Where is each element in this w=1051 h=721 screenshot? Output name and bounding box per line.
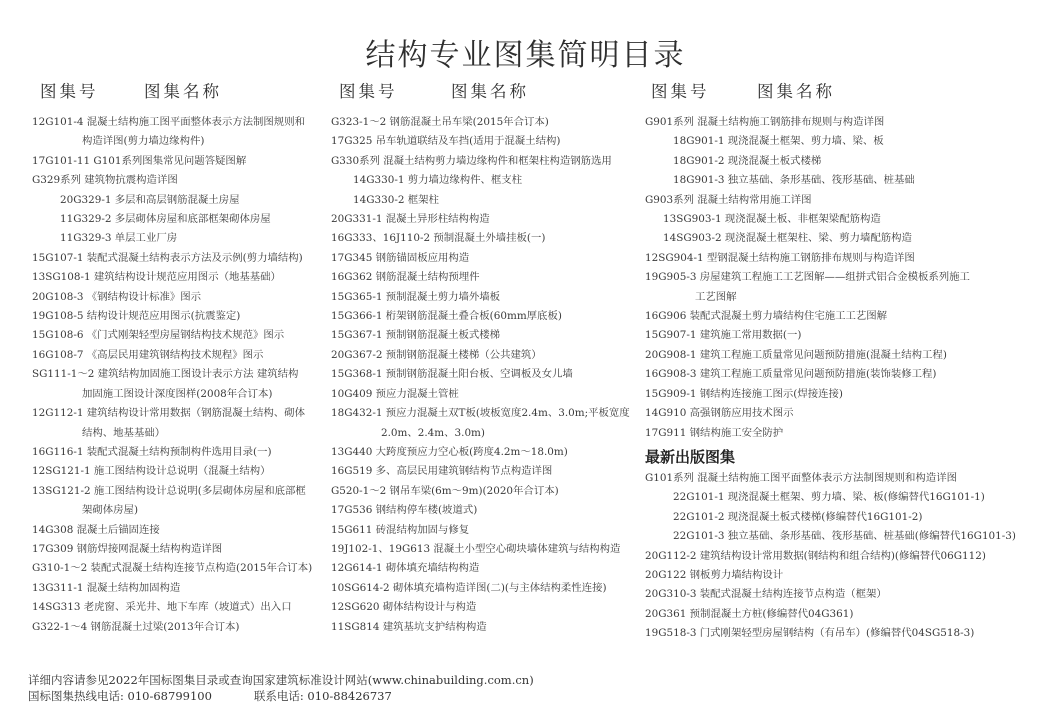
entry-text: 16G333、16J110-2 预制混凝土外墙挂板(一): [331, 232, 546, 245]
entry-text: G329系列 建筑物抗震构造详图: [32, 174, 178, 187]
catalog-entry: [645, 113, 1045, 132]
catalog-entry: [645, 404, 1045, 423]
entry-text: 13G440 大跨度预应力空心板(跨度4.2m～18.0m): [331, 445, 568, 458]
catalog-entry: [331, 288, 641, 307]
catalog-entry: [331, 404, 631, 443]
catalog-entry: [645, 132, 1045, 151]
footer: [28, 672, 534, 704]
catalog-column-2: [331, 78, 641, 637]
catalog-entry: [32, 307, 322, 326]
catalog-entry: [331, 501, 641, 520]
entry-text: 10SG614-2 砌体填充墙构造详图(二)(与主体结构柔性连接): [331, 581, 607, 594]
catalog-entry: [32, 598, 322, 617]
entry-text: G330系列 混凝土结构剪力墙边缘构件和框架柱构造钢筋选用: [331, 154, 612, 167]
catalog-entry: [645, 229, 1045, 248]
entry-continuation: 工艺图解: [695, 290, 737, 303]
catalog-entry: [645, 566, 1045, 585]
catalog-entry: [645, 268, 985, 307]
entry-text: 10G409 预应力混凝土管桩: [331, 387, 459, 400]
footer-phones: [28, 688, 534, 704]
header-code: 图集号: [651, 82, 710, 101]
catalog-entry: [32, 288, 322, 307]
entry-text: 20G329-1 多层和高层钢筋混凝土房屋: [60, 193, 240, 206]
entry-text: G310-1～2 装配式混凝土结构连接节点构造(2015年合订本): [32, 562, 313, 575]
catalog-entry: [32, 618, 322, 637]
catalog-entry: [331, 268, 641, 287]
catalog-entry: [645, 488, 1045, 507]
entry-text: 17G101-11 G101系列图集常见问题答疑图解: [32, 154, 247, 167]
catalog-entry: [331, 385, 641, 404]
catalog-entry: [645, 152, 1045, 171]
catalog-entry: [32, 365, 318, 404]
catalog-entry: [32, 559, 322, 578]
catalog-entry: [32, 346, 322, 365]
catalog-entry: [331, 579, 641, 598]
catalog-entry: [645, 385, 1045, 404]
new-publications-title: 最新出版图集: [645, 447, 736, 466]
catalog-entry: [32, 191, 322, 210]
entry-text: 13G311-1 混凝土结构加固构造: [32, 581, 181, 594]
catalog-entry: [32, 210, 322, 229]
catalog-entry: [645, 210, 1045, 229]
catalog-entry: [32, 462, 322, 481]
catalog-entry: [331, 443, 641, 462]
catalog-entry: [32, 152, 322, 171]
entry-text: 13SG121-2 施工图结构设计总说明(多层砌体房屋和底部框: [32, 484, 306, 497]
catalog-entry: [645, 624, 1045, 643]
column-header: [32, 78, 322, 106]
catalog-entry: [645, 424, 1045, 443]
entry-continuation: 构造详图(剪力墙边缘构件): [82, 135, 205, 148]
catalog-entry: [331, 462, 641, 481]
catalog-entry: [331, 229, 641, 248]
catalog-entry: [331, 346, 641, 365]
entry-text: 12G614-1 砌体填充墙结构构造: [331, 562, 480, 575]
entry-text: 14G910 高强钢筋应用技术图示: [645, 407, 794, 420]
catalog-entry: [32, 482, 318, 521]
catalog-entry: [331, 171, 641, 190]
catalog-entry: [645, 171, 1045, 190]
entry-text: 17G325 吊车轨道联结及车挡(适用于混凝土结构): [331, 135, 561, 148]
catalog-entry: [32, 249, 322, 268]
catalog-entry: [331, 132, 641, 151]
catalog-entry: [645, 307, 1045, 326]
catalog-entry: [32, 113, 318, 152]
entry-text: 19G905-3 房屋建筑工程施工工艺图解——组拼式铝合金模板系列施工: [645, 271, 970, 284]
entry-text: 11SG814 建筑基坑支护结构构造: [331, 620, 487, 633]
entry-text: 15G907-1 建筑施工常用数据(一): [645, 329, 802, 342]
header-name: 图集名称: [144, 82, 222, 101]
catalog-entry: [331, 521, 641, 540]
entry-text: 18G901-3 独立基础、条形基础、筏形基础、桩基础: [673, 174, 915, 187]
footer-contact: 联系电话: 010-88426737: [253, 689, 392, 703]
new-publications-list: [645, 469, 1045, 644]
catalog-entry: [32, 229, 322, 248]
page-title: 结构专业图集简明目录: [365, 38, 686, 73]
entry-text: 18G901-1 现浇混凝土框架、剪力墙、梁、板: [673, 135, 884, 148]
entry-text: 18G432-1 预应力混凝土双T板(坡板宽度2.4m、3.0m;平板宽度: [331, 407, 630, 420]
catalog-entry: [331, 559, 641, 578]
footer-hotline: 国标图集热线电话: 010-68799100: [28, 689, 212, 703]
entry-text: 15G366-1 桁架钢筋混凝土叠合板(60mm厚底板): [331, 310, 562, 323]
entry-text: 15G108-6 《门式刚架轻型房屋钢结构技术规范》图示: [32, 329, 285, 342]
entry-text: 15G611 砖混结构加固与修复: [331, 523, 470, 536]
column-header: [645, 78, 1045, 106]
catalog-column-3: [645, 78, 1045, 644]
catalog-entry: [645, 326, 1045, 345]
entry-text: 20G908-1 建筑工程施工质量常见问题预防措施(混凝土结构工程): [645, 348, 947, 361]
entry-text: 14G330-1 剪力墙边缘构件、框支柱: [353, 174, 523, 187]
entry-text: 16G519 多、高层民用建筑钢结构节点构造详图: [331, 465, 553, 478]
entry-text: 20G331-1 混凝土异形柱结构构造: [331, 213, 490, 226]
entry-text: 20G112-2 建筑结构设计常用数据(钢结构和组合结构)(修编替代06G112): [645, 549, 986, 562]
entry-text: 22G101-2 现浇混凝土板式楼梯(修编替代16G101-2): [673, 510, 923, 523]
entry-text: 14SG903-2 现浇混凝土框架柱、梁、剪力墙配筋构造: [663, 232, 912, 245]
catalog-entry: [331, 249, 641, 268]
catalog-list: [331, 113, 641, 637]
catalog-entry: [645, 249, 1045, 268]
catalog-entry: [331, 482, 641, 501]
catalog-entry: [32, 579, 322, 598]
entry-text: 17G309 钢筋焊接网混凝土结构构造详图: [32, 542, 223, 555]
entry-text: 20G361 预制混凝土方桩(修编替代04G361): [645, 607, 854, 620]
catalog-list: [645, 113, 1045, 443]
entry-text: 11G329-2 多层砌体房屋和底部框架砌体房屋: [60, 213, 271, 226]
entry-text: 16G362 钢筋混凝土结构预埋件: [331, 271, 480, 284]
catalog-entry: [331, 326, 641, 345]
catalog-entry: [32, 268, 322, 287]
catalog-entry: [331, 307, 641, 326]
catalog-entry: [645, 346, 1045, 365]
entry-continuation: 加固施工图设计深度图样(2008年合订本): [82, 387, 273, 400]
entry-text: G323-1～2 钢筋混凝土吊车梁(2015年合订本): [331, 116, 549, 128]
catalog-entry: [645, 527, 1045, 546]
entry-text: 19G518-3 门式刚架轻型房屋钢结构（有吊车）(修编替代04SG518-3): [645, 627, 975, 640]
catalog-column-1: [32, 78, 322, 637]
entry-text: 14G308 混凝土后锚固连接: [32, 523, 160, 536]
entry-text: 16G906 装配式混凝土剪力墙结构住宅施工工艺图解: [645, 310, 888, 323]
entry-text: 15G365-1 预制混凝土剪力墙外墙板: [331, 290, 501, 303]
entry-text: 12SG904-1 型钢混凝土结构施工钢筋排布规则与构造详图: [645, 251, 915, 264]
column-header: [331, 78, 641, 106]
catalog-entry: [32, 540, 322, 559]
entry-text: 20G310-3 装配式混凝土结构连接节点构造（框架）: [645, 588, 887, 601]
header-name: 图集名称: [451, 82, 529, 101]
entry-text: 15G909-1 钢结构连接施工图示(焊接连接): [645, 387, 843, 400]
entry-text: 12SG121-1 施工图结构设计总说明（混凝土结构）: [32, 465, 271, 478]
entry-text: 13SG903-1 现浇混凝土板、非框架梁配筋构造: [663, 213, 881, 226]
entry-text: 16G116-1 装配式混凝土结构预制构件选用目录(一): [32, 445, 272, 458]
catalog-entry: [645, 605, 1045, 624]
entry-text: 14G330-2 框架柱: [353, 193, 439, 206]
entry-text: 17G911 钢结构施工安全防护: [645, 426, 784, 439]
catalog-entry: [331, 365, 641, 384]
catalog-entry: [32, 443, 322, 462]
catalog-entry: [32, 521, 322, 540]
entry-continuation: 架砌体房屋): [82, 504, 139, 517]
entry-text: SG111-1～2 建筑结构加固施工图设计表示方法 建筑结构: [32, 368, 299, 381]
catalog-entry: [645, 191, 1045, 210]
entry-text: 12G101-4 混凝土结构施工图平面整体表示方法制图规则和: [32, 116, 305, 128]
entry-text: 20G122 钢板剪力墙结构设计: [645, 568, 784, 581]
entry-text: 12SG620 砌体结构设计与构造: [331, 601, 477, 614]
entry-text: 15G107-1 装配式混凝土结构表示方法及示例(剪力墙结构): [32, 251, 303, 264]
entry-text: 16G908-3 建筑工程施工质量常见问题预防措施(装饰装修工程): [645, 368, 937, 381]
entry-text: 16G108-7 《高层民用建筑钢结构技术规程》图示: [32, 348, 264, 361]
catalog-entry: [32, 171, 322, 190]
entry-text: 12G112-1 建筑结构设计常用数据（钢筋混凝土结构、砌体: [32, 407, 305, 420]
entry-text: 19G108-5 结构设计规范应用图示(抗震鉴定): [32, 310, 241, 323]
catalog-entry: [645, 585, 1045, 604]
catalog-entry: [32, 326, 322, 345]
entry-text: G101系列 混凝土结构施工图平面整体表示方法制图规则和构造详图: [645, 471, 957, 484]
header-code: 图集号: [339, 82, 398, 101]
entry-text: G901系列 混凝土结构施工钢筋排布规则与构造详图: [645, 116, 885, 128]
entry-text: G903系列 混凝土结构常用施工详图: [645, 193, 812, 206]
entry-text: 13SG108-1 建筑结构设计规范应用图示（地基基础）: [32, 271, 281, 284]
catalog-entry: [331, 152, 641, 171]
catalog-entry: [645, 508, 1045, 527]
catalog-entry: [645, 469, 1045, 488]
entry-text: 17G536 钢结构停车楼(坡道式): [331, 504, 478, 517]
entry-text: G322-1～4 钢筋混凝土过梁(2013年合订本): [32, 620, 240, 633]
footer-website-note: 详细内容请参见2022年国标图集目录或查询国家建筑标准设计网站(www.chinabuilding.com.cn): [28, 673, 534, 687]
catalog-entry: [331, 618, 641, 637]
entry-text: 11G329-3 单层工业厂房: [60, 232, 178, 245]
entry-text: 20G367-2 预制钢筋混凝土楼梯（公共建筑）: [331, 348, 542, 361]
entry-text: 20G108-3 《钢结构设计标准》图示: [32, 290, 202, 303]
header-code: 图集号: [40, 82, 99, 101]
catalog-entry: [645, 365, 1045, 384]
entry-text: 15G368-1 预制钢筋混凝土阳台板、空调板及女儿墙: [331, 368, 573, 381]
catalog-entry: [645, 547, 1045, 566]
entry-text: 19J102-1、19G613 混凝土小型空心砌块墙体建筑与结构构造: [331, 542, 621, 555]
catalog-entry: [331, 598, 641, 617]
header-name: 图集名称: [757, 82, 835, 101]
catalog-entry: [331, 113, 641, 132]
catalog-entry: [32, 404, 318, 443]
entry-text: 22G101-1 现浇混凝土框架、剪力墙、梁、板(修编替代16G101-1): [673, 491, 985, 504]
entry-text: 14SG313 老虎窗、采光井、地下车库（坡道式）出入口: [32, 601, 292, 614]
entry-text: G520-1～2 钢吊车梁(6m～9m)(2020年合订本): [331, 484, 559, 497]
entry-text: 22G101-3 独立基础、条形基础、筏形基础、桩基础(修编替代16G101-3): [673, 530, 1016, 543]
catalog-list: [32, 113, 322, 637]
catalog-entry: [331, 191, 641, 210]
entry-continuation: 结构、地基基础）: [82, 426, 166, 439]
entry-continuation: 2.0m、2.4m、3.0m): [381, 426, 485, 439]
entry-text: 17G345 钢筋锚固板应用构造: [331, 251, 470, 264]
catalog-entry: [331, 540, 641, 559]
entry-text: 15G367-1 预制钢筋混凝土板式楼梯: [331, 329, 501, 342]
entry-text: 18G901-2 现浇混凝土板式楼梯: [673, 154, 822, 167]
catalog-entry: [331, 210, 641, 229]
